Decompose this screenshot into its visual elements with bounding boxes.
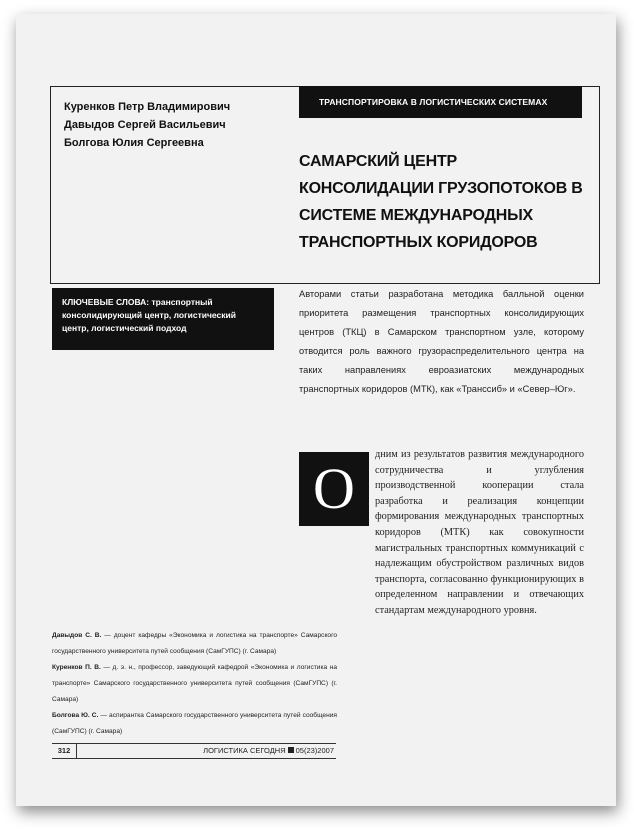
author-name: Давыдов Сергей Васильевич [64,119,226,131]
article-title: САМАРСКИЙ ЦЕНТР КОНСОЛИДАЦИИ ГРУЗОПОТОКОВ В СИСТЕМЕ МЕЖДУНАРОДНЫХ ТРАНСПОРТНЫХ КОРИДОРОВ [299,153,583,251]
body-paragraph: дним из результатов развития международного сотрудничества и углубления производственной кооперации стала разработка и реализация концепции формирования международных транспортных коридоров (МТК) как совокупности магистральных транспортных коммуникаций с надлежащим обустройством различных видов транспорта, согласованно функционирующих в определенном направлении и отвечающих стандартам международного уровня. [375,449,584,616]
bio-text: — д. э. н., профессор, заведующий кафедрой «Экономика и логистика на транспорте» Самарского государственного университета путей сообщения (СамГУПС) (г. Самара) [52,664,337,703]
drop-cap: О [299,452,369,526]
bio-entry [52,628,337,660]
bio-name: Болгова Ю. С. [52,712,99,719]
bio-entry [52,708,337,740]
author-bios [52,628,337,740]
author-name: Куренков Петр Владимирович [64,101,231,113]
page-footer [52,743,336,759]
bio-name: Куренков П. В. [52,664,101,671]
bio-name: Давыдов С. В. [52,632,102,639]
page-number: 312 [52,744,77,758]
journal-name: ЛОГИСТИКА СЕГОДНЯ [203,746,286,755]
body-text [299,447,584,619]
abstract-text: Авторами статьи разработана методика балльной оценки приоритета размещения транспортных консолидирующих центров (ТКЦ) в Самарском транспортном узле, которому отводится роль важного грузораспределительного центра на таких направлениях евроазиатских международных транспортных коридоров (МТК), как «Транссиб» и «Север–Юг». [299,289,584,394]
author-name: Болгова Юлия Сергеевна [64,137,204,149]
journal-info [203,744,334,758]
author-list [64,98,294,152]
bio-text: — доцент кафедры «Экономика и логистика на транспорте» Самарского государственного университета путей сообщения (СамГУПС) (г. Самара) [52,632,337,655]
bio-entry [52,660,337,708]
square-icon [288,747,294,753]
section-heading: ТРАНСПОРТИРОВКА В ЛОГИСТИЧЕСКИХ СИСТЕМАХ [299,86,582,118]
bio-text: — аспирантка Самарского государственного университета путей сообщения (СамГУПС) (г. Самара) [52,712,337,735]
keywords-block: КЛЮЧЕВЫЕ СЛОВА: транспортный консолидирующий центр, логистический центр, логистический подход [52,288,274,350]
journal-issue: 05(23)2007 [295,746,334,755]
